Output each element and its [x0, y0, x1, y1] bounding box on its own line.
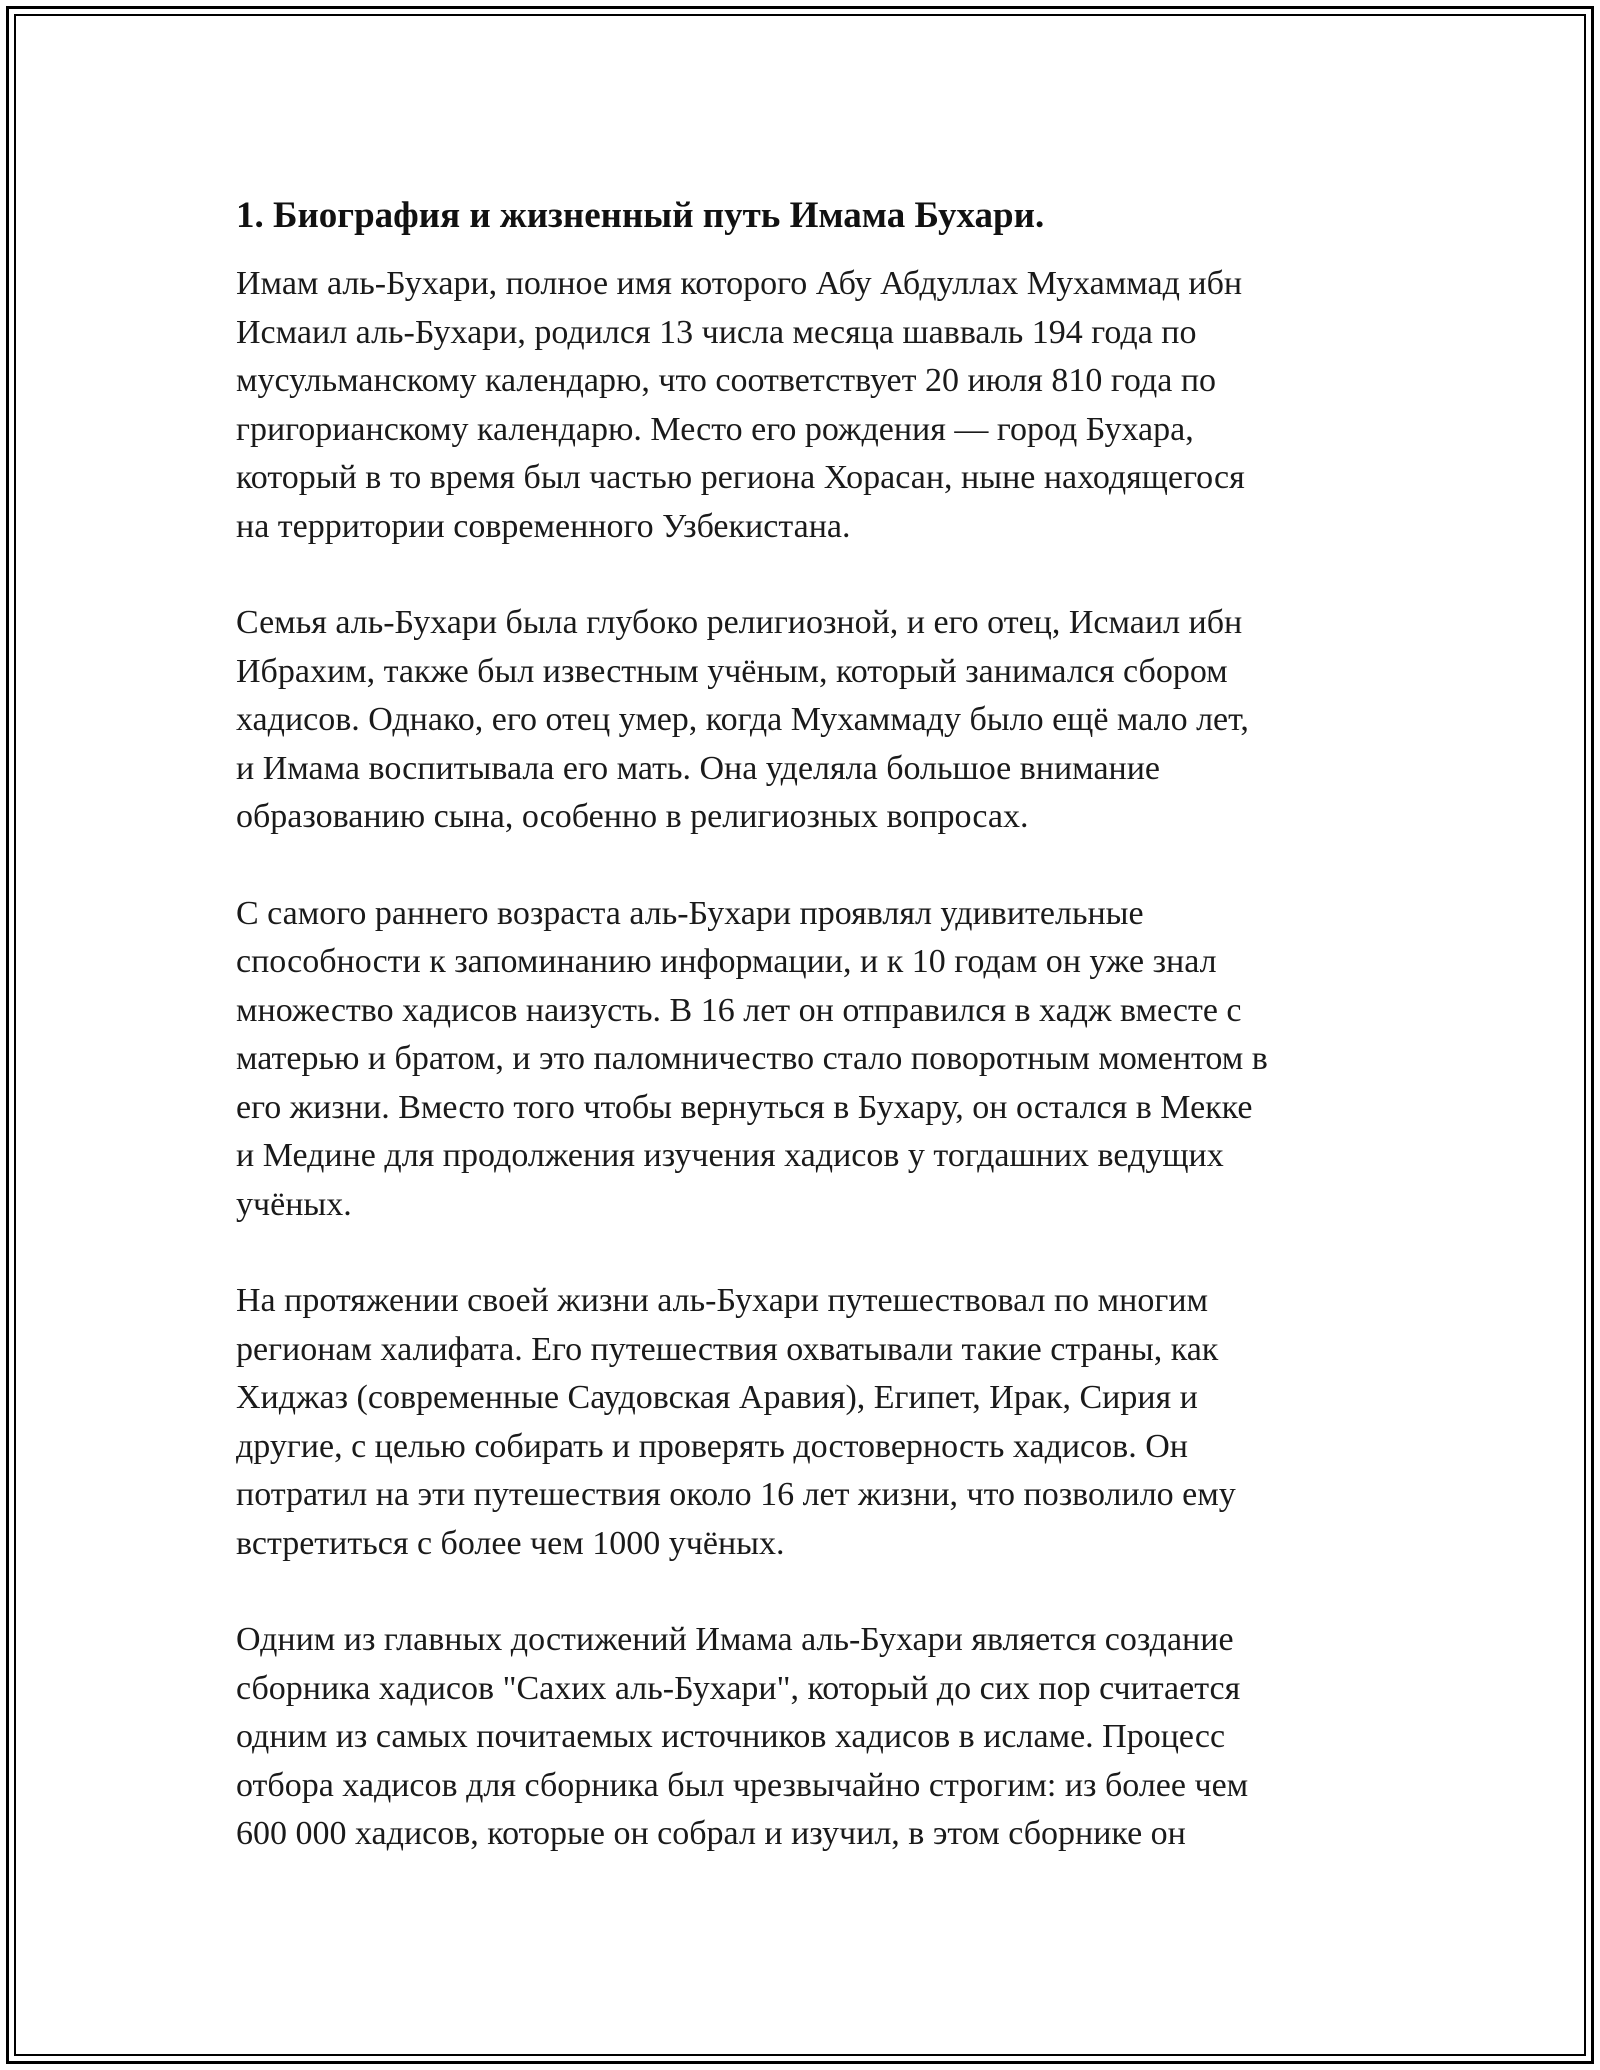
- text-line: отбора хадисов для сборника был чрезвычайно строгим: из более чем: [236, 1766, 1249, 1804]
- text-line: мусульманскому календарю, что соответствует 20 июля 810 года по: [236, 362, 1217, 399]
- text-line: С самого раннего возраста аль-Бухари проявлял удивительные: [236, 894, 1144, 932]
- text-line: его жизни. Вместо того чтобы вернуться в Бухару, он остался в Мекке: [236, 1088, 1253, 1126]
- text-line: учёных.: [236, 1185, 352, 1223]
- text-line: хадисов. Однако, его отец умер, когда Мухаммаду было ещё мало лет,: [236, 701, 1249, 738]
- section-heading: 1. Биография и жизненный путь Имама Бухари.: [236, 195, 1045, 236]
- text-line: множество хадисов наизусть. В 16 лет он отправился в хадж вместе с: [236, 991, 1242, 1029]
- text-line: другие, с целью собирать и проверять достоверность хадисов. Он: [236, 1427, 1188, 1465]
- paragraph-sahih: [236, 1616, 1366, 1859]
- text-line: и Имама воспитывала его мать. Она уделяла большое внимание: [236, 749, 1161, 787]
- text-line: и Медине для продолжения изучения хадисов у тогдашних ведущих: [236, 1137, 1224, 1174]
- text-line: сборника хадисов "Сахих аль-Бухари", который до сих пор считается: [236, 1669, 1241, 1707]
- paragraph-birth: [236, 260, 1366, 551]
- text-line: образованию сына, особенно в религиозных вопросах.: [236, 798, 1029, 835]
- text-line: На протяжении своей жизни аль-Бухари путешествовал по многим: [236, 1282, 1209, 1319]
- text-line: Имам аль-Бухари, полное имя которого Абу Абдуллах Мухаммад ибн: [236, 265, 1243, 302]
- text-line: Исмаил аль-Бухари, родился 13 числа месяца шавваль 194 года по: [236, 313, 1197, 351]
- text-line: на территории современного Узбекистана.: [236, 507, 851, 545]
- text-line: Ибрахим, также был известным учёным, который занимался сбором: [236, 652, 1228, 690]
- text-line: способности к запоминанию информации, и к 10 годам он уже знал: [236, 943, 1217, 980]
- text-line: григорианскому календарю. Место его рождения — город Бухара,: [236, 410, 1194, 448]
- text-line: Хиджаз (современные Саудовская Аравия), Египет, Ирак, Сирия и: [236, 1379, 1198, 1416]
- text-line: одним из самых почитаемых источников хадисов в исламе. Процесс: [236, 1718, 1226, 1755]
- text-line: Семья аль-Бухари была глубоко религиозной, и его отец, Исмаил ибн: [236, 604, 1243, 641]
- paragraph-family: [236, 599, 1366, 842]
- paragraph-travels: [236, 1277, 1366, 1568]
- document-body: [236, 188, 1366, 1907]
- text-line: встретиться с более чем 1000 учёных.: [236, 1524, 785, 1562]
- text-line: который в то время был частью региона Хорасан, ныне находящегося: [236, 459, 1245, 496]
- text-line: регионам халифата. Его путешествия охватывали такие страны, как: [236, 1330, 1219, 1368]
- text-line: Одним из главных достижений Имама аль-Бухари является создание: [236, 1621, 1234, 1658]
- text-line: 600 000 хадисов, которые он собрал и изучил, в этом сборнике он: [236, 1815, 1186, 1852]
- text-line: потратил на эти путешествия около 16 лет жизни, что позволило ему: [236, 1476, 1236, 1513]
- paragraph-early-years: [236, 890, 1366, 1230]
- text-line: матерью и братом, и это паломничество стало поворотным моментом в: [236, 1040, 1268, 1077]
